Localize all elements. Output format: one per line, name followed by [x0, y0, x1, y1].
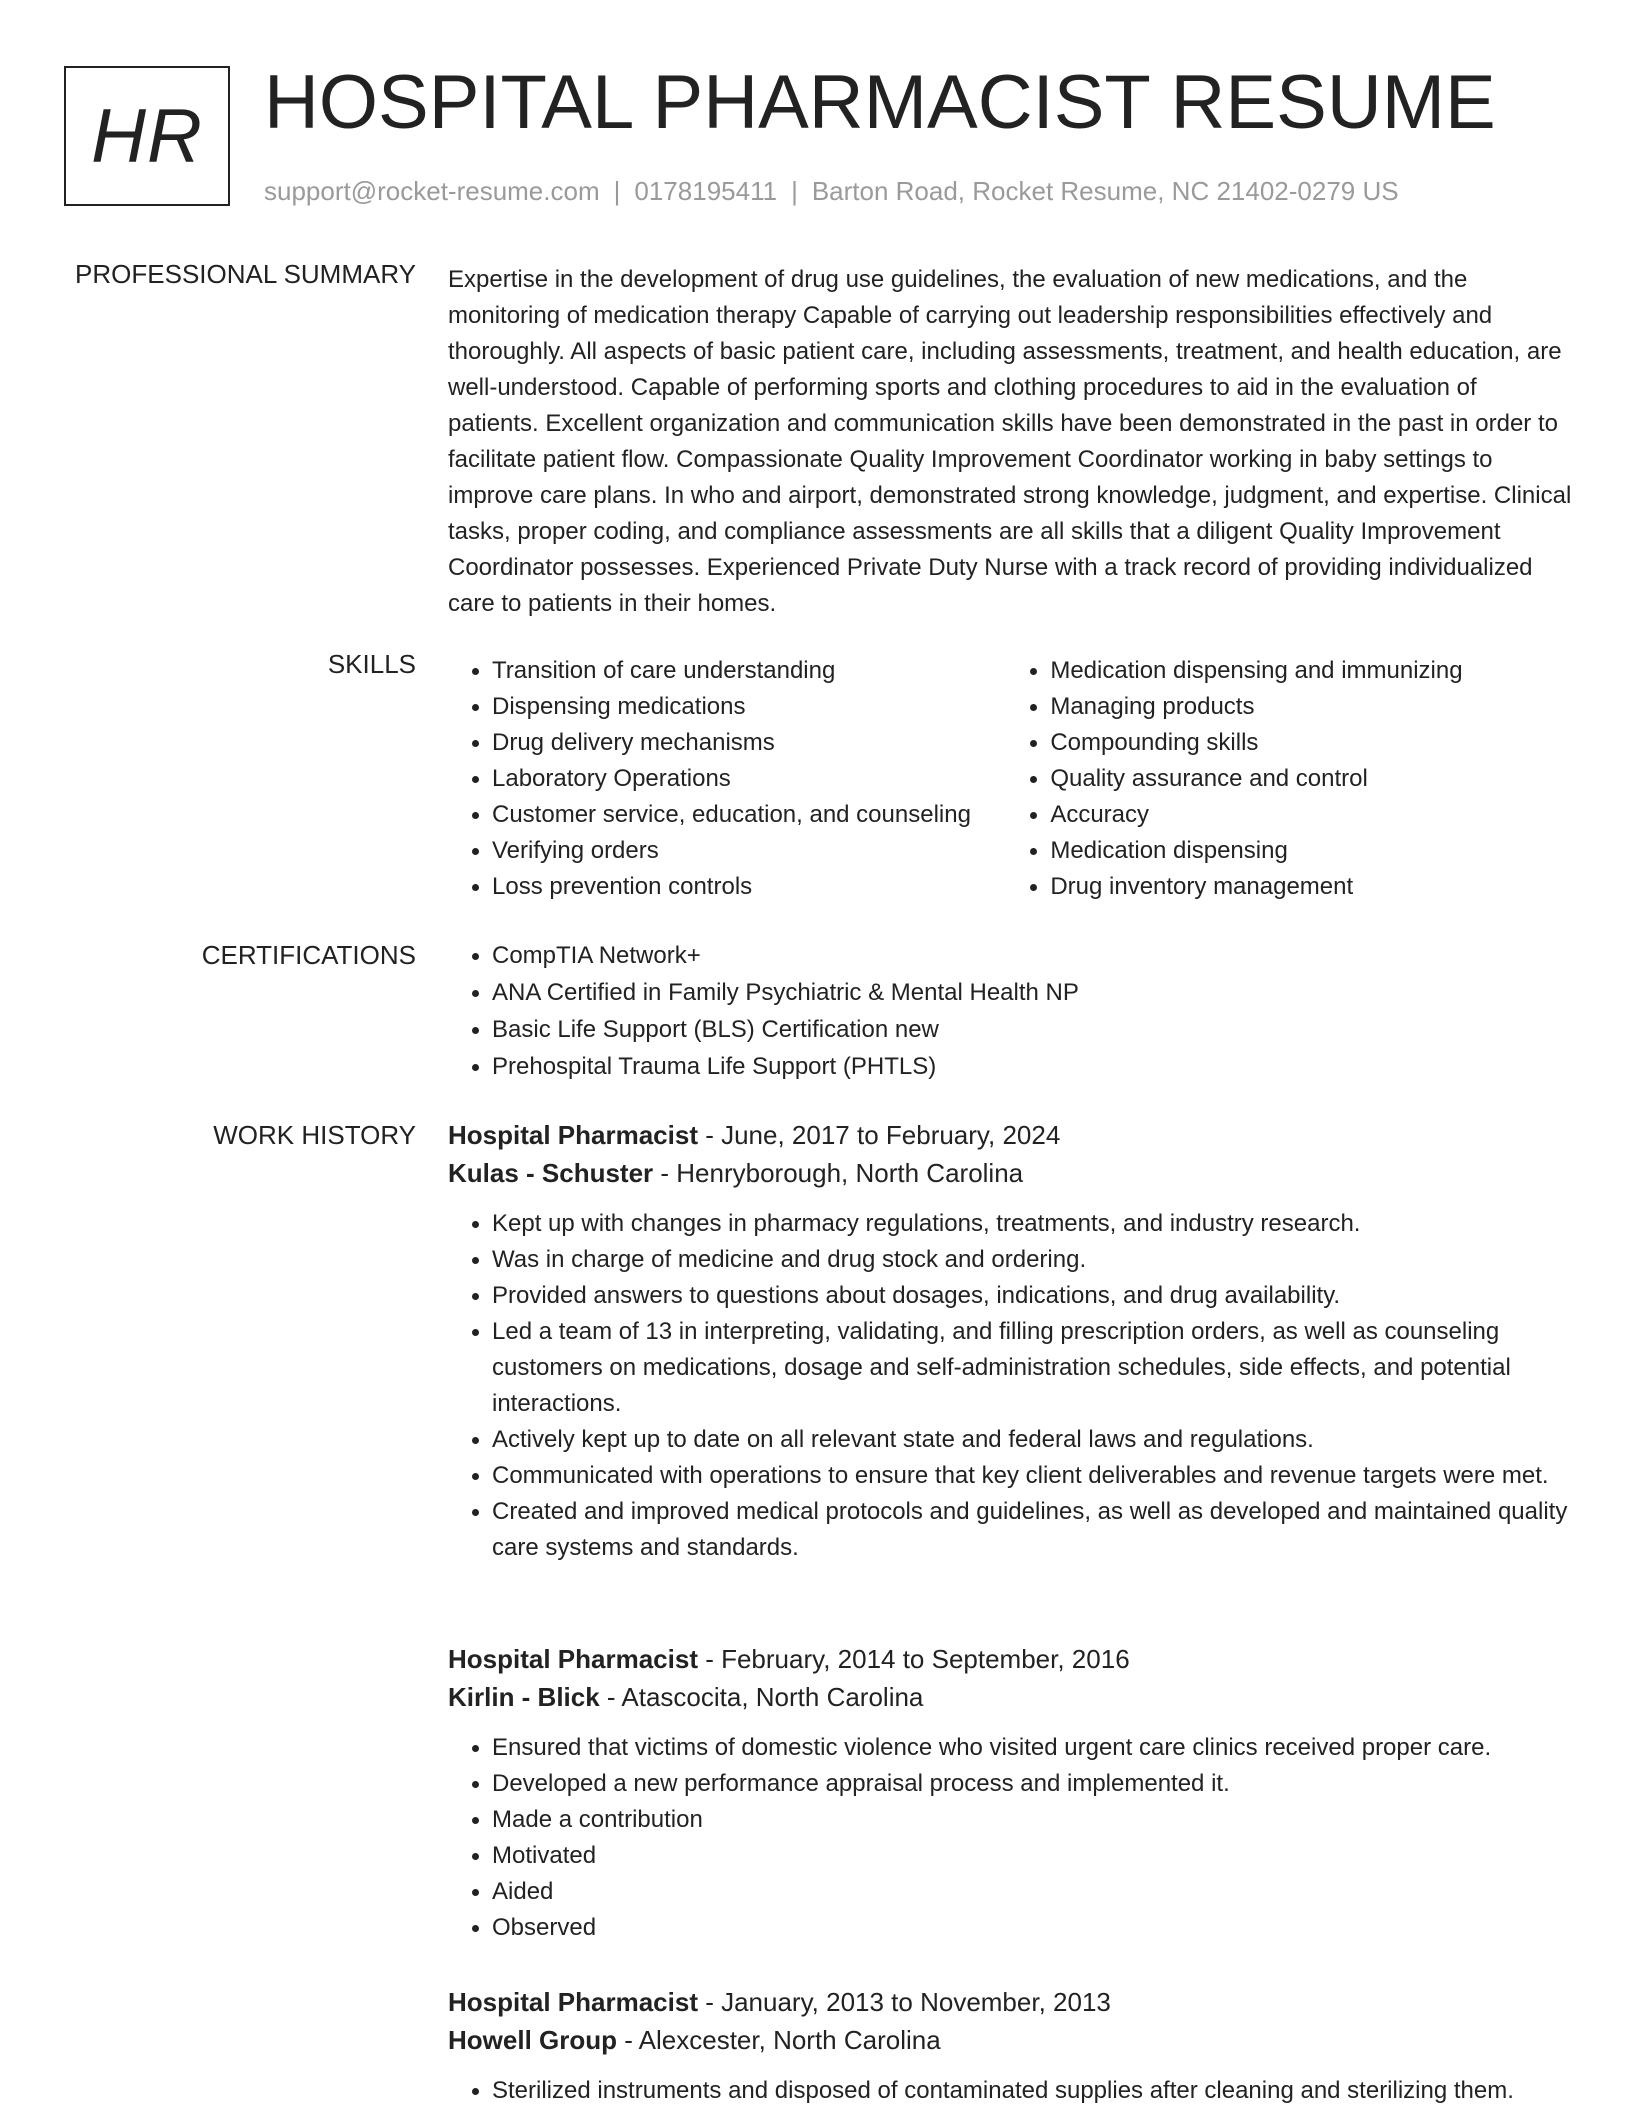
job-entry — [448, 1116, 1574, 1566]
job-title: Hospital Pharmacist — [448, 1987, 698, 2017]
job-duty: • Led a team of 13 in interpreting, validating, and filling prescription orders, as well as counseling customers on medications, dosage and self-administration schedules, side effects, and potential interactions. — [492, 1314, 1574, 1422]
job-location: - Atascocita, North Carolina — [599, 1682, 924, 1712]
resume-title: HOSPITAL PHARMACIST RESUME — [264, 60, 1496, 145]
skill-item: • Accuracy — [1050, 797, 1574, 833]
summary-heading: PROFESSIONAL SUMMARY — [75, 259, 416, 289]
contact-separator: | — [791, 176, 798, 206]
job-duty: • Made a contribution — [492, 1802, 1574, 1838]
skill-item: • Quality assurance and control — [1050, 761, 1574, 797]
job-duty: • Was in charge of medicine and drug stock and ordering. — [492, 1242, 1574, 1278]
job-company: Kulas - Schuster — [448, 1158, 654, 1188]
job-duty: • Communicated with operations to ensure that key client deliverables and revenue targets were met. — [492, 1458, 1574, 1494]
contact-phone[interactable]: 0178195411 — [634, 176, 778, 206]
summary-text: Expertise in the development of drug use guidelines, the evaluation of new medications, and the monitoring of medication therapy Capable of carrying out leadership responsibilities effectively and thoroughly. All aspects of basic patient care, including assessments, treatment, and health education, are well-understood. Capable of performing sports and clothing procedures to aid in the evaluation of patients. Excellent organization and communication skills have been demonstrated in the past in order to facilitate patient flow. Compassionate Quality Improvement Coordinator working in baby settings to improve care plans. In who and airport, demonstrated strong knowledge, judgment, and expertise. Clinical tasks, proper coding, and compliance assessments are all skills that a diligent Quality Improvement Coordinator possesses. Experienced Private Duty Nurse with a track record of providing individualized care to patients in their homes. — [448, 266, 1572, 617]
job-location: - Henryborough, North Carolina — [653, 1158, 1024, 1188]
job-duty: • Aided — [492, 1874, 1574, 1910]
skill-item: • Verifying orders — [492, 833, 1006, 869]
job-title-line — [448, 1116, 1574, 1154]
contact-address: Barton Road, Rocket Resume, NC 21402-0279 US — [811, 176, 1399, 206]
job-duty: • Observed — [492, 1910, 1574, 1946]
job-title-line — [448, 1983, 1574, 2021]
certifications-heading: CERTIFICATIONS — [201, 940, 416, 970]
job-duty: • Actively kept up to date on all relevant state and federal laws and regulations. — [492, 1422, 1574, 1458]
contact-line — [264, 176, 1399, 206]
contact-separator: | — [613, 176, 621, 206]
job-duties — [448, 2073, 1574, 2109]
job-dates: - June, 2017 to February, 2024 — [697, 1120, 1061, 1150]
job-duty: • Ensured that victims of domestic violence who visited urgent care clinics received proper care. — [492, 1730, 1574, 1766]
skills-column-2 — [1006, 653, 1574, 905]
skill-item: • Transition of care understanding — [492, 653, 1006, 689]
job-title: Hospital Pharmacist — [448, 1120, 698, 1150]
skills-heading: SKILLS — [327, 649, 416, 679]
job-duty: • Created and improved medical protocols and guidelines, as well as developed and maintained quality care systems and standards. — [492, 1494, 1574, 1566]
job-duty: • Provided answers to questions about dosages, indications, and drug availability. — [492, 1278, 1574, 1314]
skill-item: • Customer service, education, and counseling — [492, 797, 1006, 833]
skill-item: • Medication dispensing and immunizing — [1050, 653, 1574, 689]
skill-item: • Drug inventory management — [1050, 869, 1574, 905]
skill-item: • Loss prevention controls — [492, 869, 1006, 905]
job-duty: • Sterilized instruments and disposed of contaminated supplies after cleaning and sterilizing them. — [492, 2073, 1574, 2109]
job-duty: • Kept up with changes in pharmacy regulations, treatments, and industry research. — [492, 1206, 1574, 1242]
job-company: Kirlin - Blick — [448, 1682, 600, 1712]
job-company-line — [448, 1678, 1574, 1716]
certification-item: • ANA Certified in Family Psychiatric & Mental Health NP — [492, 974, 1574, 1011]
job-company: Howell Group — [448, 2025, 617, 2055]
skill-item: • Medication dispensing — [1050, 833, 1574, 869]
work-history-heading: WORK HISTORY — [213, 1120, 416, 1150]
job-dates: - February, 2014 to September, 2016 — [697, 1644, 1130, 1674]
job-duties — [448, 1206, 1574, 1566]
job-dates: - January, 2013 to November, 2013 — [697, 1987, 1111, 2017]
job-duty: • Developed a new performance appraisal process and implemented it. — [492, 1766, 1574, 1802]
job-title: Hospital Pharmacist — [448, 1644, 698, 1674]
job-location: - Alexcester, North Carolina — [617, 2025, 941, 2055]
job-title-line — [448, 1640, 1574, 1678]
contact-email[interactable]: support@rocket-resume.com — [264, 176, 600, 206]
skill-item: • Compounding skills — [1050, 725, 1574, 761]
skills-column-1 — [448, 653, 1006, 905]
skill-item: • Laboratory Operations — [492, 761, 1006, 797]
monogram-logo: HR — [64, 66, 230, 206]
job-duty: • Motivated — [492, 1838, 1574, 1874]
job-company-line — [448, 2021, 1574, 2059]
job-entry — [448, 1640, 1574, 1946]
skill-item: • Drug delivery mechanisms — [492, 725, 1006, 761]
job-company-line — [448, 1154, 1574, 1192]
certification-item: • CompTIA Network+ — [492, 937, 1574, 974]
certification-item: • Prehospital Trauma Life Support (PHTLS) — [492, 1048, 1574, 1085]
skill-item: • Dispensing medications — [492, 689, 1006, 725]
certifications-list — [448, 937, 1574, 1085]
job-duties — [448, 1730, 1574, 1946]
skill-item: • Managing products — [1050, 689, 1574, 725]
skills-list — [448, 653, 1574, 905]
certification-item: • Basic Life Support (BLS) Certification new — [492, 1011, 1574, 1048]
job-entry — [448, 1983, 1574, 2109]
